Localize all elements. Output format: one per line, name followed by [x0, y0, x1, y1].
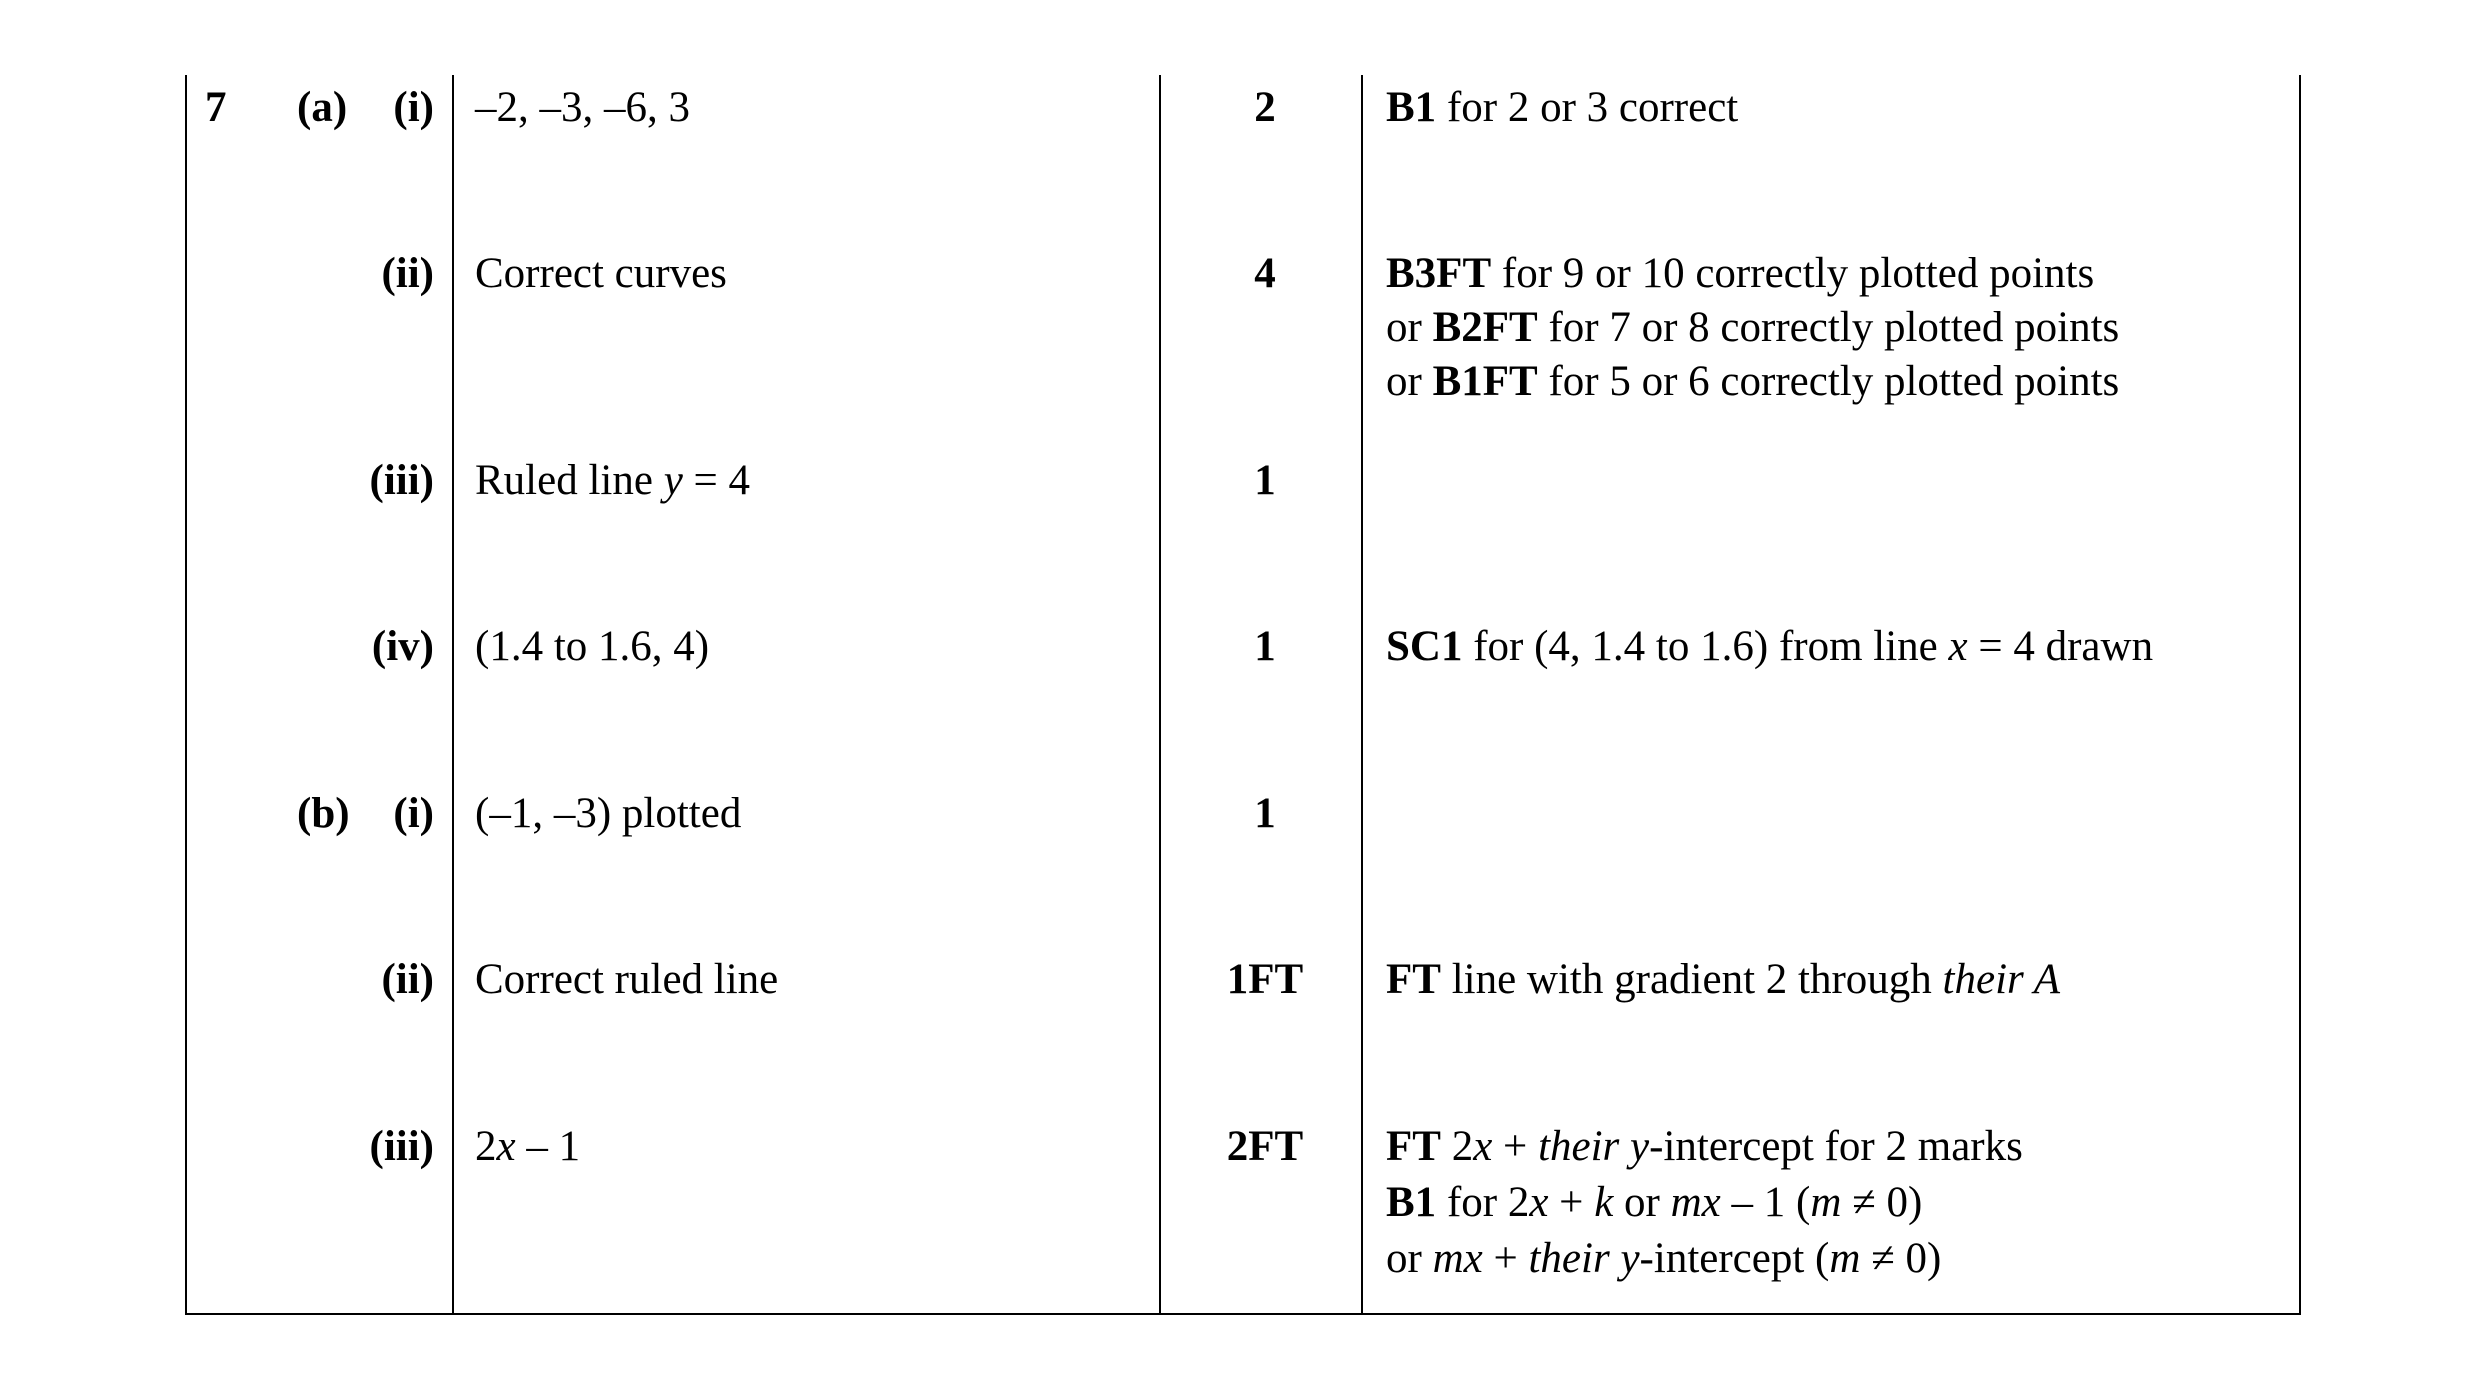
- guidance-variable: k: [1594, 1179, 1614, 1226]
- marks-cell: 1: [1254, 623, 1276, 670]
- guidance-text: – 1 (: [1720, 1179, 1811, 1226]
- guidance-cell: [1386, 1120, 2023, 1286]
- marks-cell: 1FT: [1226, 956, 1304, 1003]
- answer-cell: –2, –3, –6, 3: [475, 84, 690, 131]
- answer-cell: [475, 1120, 580, 1174]
- subpart-label: (i): [393, 790, 434, 837]
- guidance-italic: their y: [1538, 1123, 1650, 1170]
- column-divider-answer: [452, 75, 454, 1313]
- guidance-text: ≠ 0): [1841, 1179, 1923, 1226]
- guidance-code: FT: [1386, 1123, 1441, 1170]
- guidance-text: +: [1482, 1235, 1529, 1282]
- marks-cell: 4: [1254, 250, 1276, 297]
- guidance-code: B1FT: [1432, 358, 1538, 405]
- subpart-label: (iv): [371, 623, 434, 670]
- answer-text: 2: [475, 1123, 497, 1170]
- marks-cell: 2FT: [1226, 1123, 1304, 1170]
- guidance-variable: x: [1473, 1123, 1493, 1170]
- answer-text: Ruled line: [475, 457, 664, 504]
- marks-cell: 1: [1254, 790, 1276, 837]
- guidance-text: -intercept (: [1639, 1235, 1830, 1282]
- subpart-label: (i): [393, 84, 434, 131]
- answer-cell: Correct ruled line: [475, 956, 779, 1003]
- answer-variable: x: [496, 1123, 516, 1170]
- guidance-cell: [1386, 81, 1738, 135]
- question-number: 7: [205, 84, 227, 131]
- guidance-text: +: [1492, 1123, 1539, 1170]
- subpart-label: (iii): [369, 457, 434, 504]
- guidance-code: B2FT: [1432, 304, 1538, 351]
- guidance-text: 2: [1440, 1123, 1474, 1170]
- answer-cell: (1.4 to 1.6, 4): [475, 623, 710, 670]
- guidance-text: or: [1613, 1179, 1671, 1226]
- answer-variable: y: [663, 457, 683, 504]
- guidance-text: or: [1386, 1235, 1433, 1282]
- answer-cell: (–1, –3) plotted: [475, 790, 742, 837]
- guidance-italic: their A: [1942, 956, 2060, 1003]
- guidance-cell: [1386, 247, 2119, 409]
- guidance-variable: x: [1948, 623, 1968, 670]
- guidance-text: ≠ 0): [1860, 1235, 1942, 1282]
- marks-cell: 1: [1254, 457, 1276, 504]
- guidance-variable: m: [1810, 1179, 1842, 1226]
- guidance-variable: x: [1529, 1179, 1549, 1226]
- guidance-text: or: [1386, 304, 1433, 351]
- guidance-cell: [1386, 953, 2060, 1007]
- guidance-variable: m: [1829, 1235, 1861, 1282]
- guidance-text: for 7 or 8 correctly plotted points: [1537, 304, 2120, 351]
- guidance-code: B3FT: [1386, 250, 1492, 297]
- guidance-text: for 9 or 10 correctly plotted points: [1491, 250, 2095, 297]
- guidance-code: B1: [1386, 84, 1437, 131]
- guidance-code: B1: [1386, 1179, 1437, 1226]
- subpart-label: (iii): [369, 1123, 434, 1170]
- guidance-text: -intercept for 2 marks: [1649, 1123, 2023, 1170]
- answer-text: – 1: [515, 1123, 581, 1170]
- guidance-text: for 2 or 3 correct: [1436, 84, 1739, 131]
- part-label: (a): [297, 84, 348, 131]
- guidance-code: FT: [1386, 956, 1441, 1003]
- guidance-variable: mx: [1670, 1179, 1721, 1226]
- answer-cell: [475, 454, 750, 508]
- guidance-text: for 2: [1436, 1179, 1530, 1226]
- guidance-text: = 4 drawn: [1967, 623, 2154, 670]
- guidance-text: +: [1548, 1179, 1595, 1226]
- marks-cell: 2: [1254, 84, 1276, 131]
- subpart-label: (ii): [381, 250, 434, 297]
- guidance-text: for (4, 1.4 to 1.6) from line: [1462, 623, 1949, 670]
- part-label: (b): [297, 790, 350, 837]
- guidance-italic: their y: [1528, 1235, 1640, 1282]
- guidance-cell: [1386, 620, 2153, 674]
- guidance-text: or: [1386, 358, 1433, 405]
- guidance-text: line with gradient 2 through: [1440, 956, 1943, 1003]
- guidance-text: for 5 or 6 correctly plotted points: [1537, 358, 2120, 405]
- subpart-label: (ii): [381, 956, 434, 1003]
- answer-text: = 4: [682, 457, 751, 504]
- guidance-code: SC1: [1386, 623, 1463, 670]
- guidance-variable: mx: [1432, 1235, 1483, 1282]
- answer-cell: Correct curves: [475, 250, 727, 297]
